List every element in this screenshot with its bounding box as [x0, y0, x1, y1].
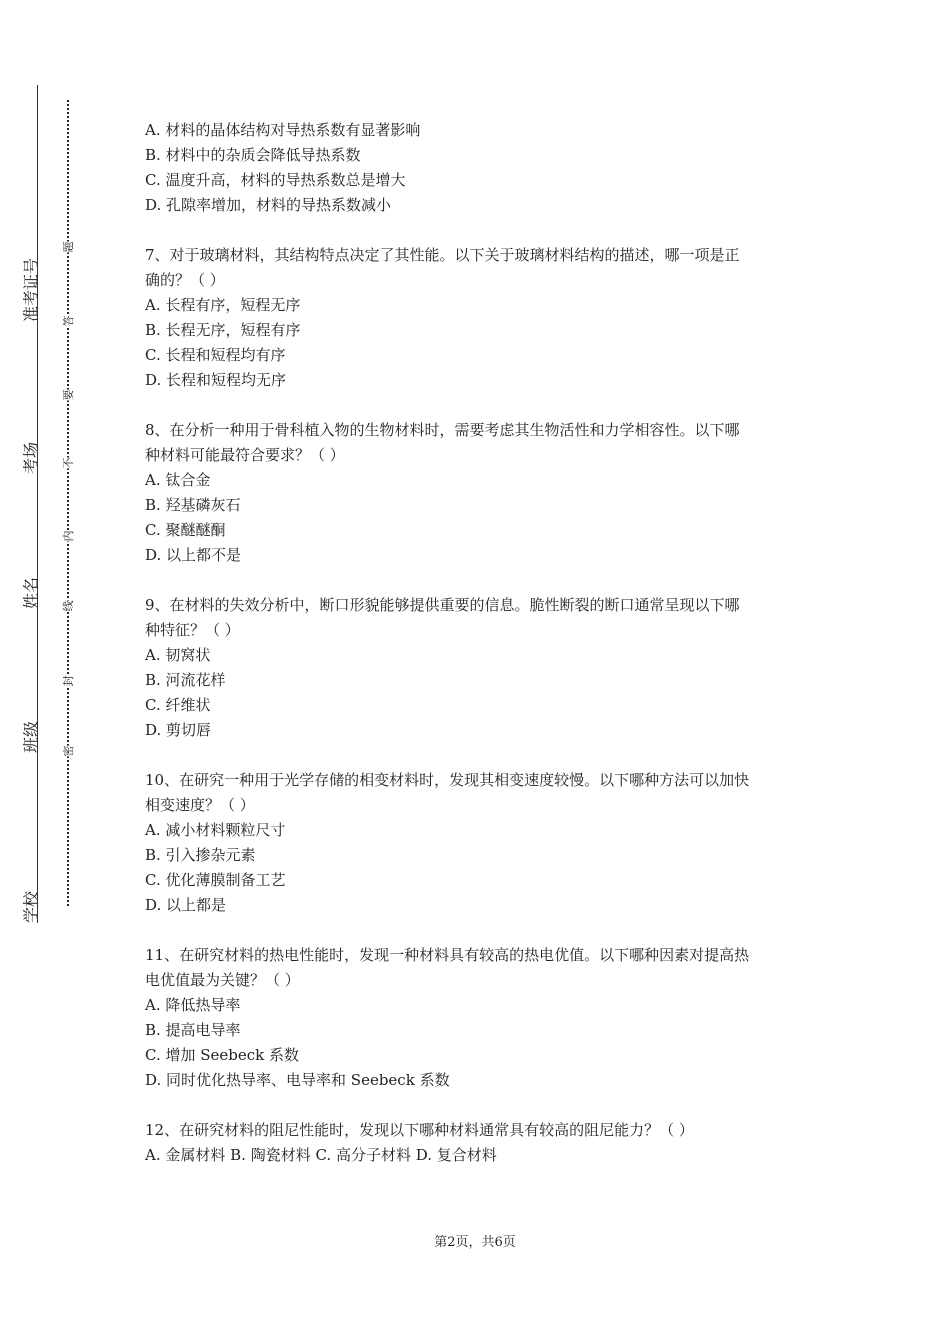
name-label: 姓名 [21, 576, 41, 610]
seal-char: 不 [58, 458, 78, 469]
seal-char: 要 [58, 390, 78, 401]
answer-option: A. 材料的晶体结构对导热系数有显著影响 [145, 121, 421, 139]
question-stem: 7、对于玻璃材料，其结构特点决定了其性能。以下关于玻璃材料结构的描述，哪一项是正 [145, 246, 740, 264]
class-label: 班级 [21, 720, 41, 754]
answer-option: C. 增加 Seebeck 系数 [145, 1046, 300, 1064]
page-footer: 第2页，共6页 [434, 1235, 516, 1250]
answer-option: C. 纤维状 [145, 696, 211, 714]
question-stem: 9、在材料的失效分析中，断口形貌能够提供重要的信息。脆性断裂的断口通常呈现以下哪 [145, 596, 740, 614]
seal-char: 密 [58, 746, 78, 757]
question-block [145, 243, 825, 393]
answer-option: B. 羟基磷灰石 [145, 496, 241, 514]
answer-option: B. 河流花样 [145, 671, 226, 689]
question-block [145, 768, 825, 918]
answer-option: A. 降低热导率 [145, 996, 241, 1014]
question-block [145, 943, 825, 1093]
answer-option: A. 长程有序，短程无序 [145, 296, 301, 314]
school-label: 学校 [21, 890, 41, 924]
answer-option: B. 长程无序，短程有序 [145, 321, 301, 339]
answer-option: A. 韧窝状 [145, 646, 211, 664]
answer-option: D. 以上都是 [145, 896, 227, 914]
question-stem: 12、在研究材料的阻尼性能时，发现以下哪种材料通常具有较高的阻尼能力？（ ） [145, 1121, 694, 1139]
question-stem: 8、在分析一种用于骨科植入物的生物材料时，需要考虑其生物活性和力学相容性。以下哪 [145, 421, 740, 439]
seal-char: 封 [58, 676, 78, 687]
question-stem: 11、在研究材料的热电性能时，发现一种材料具有较高的热电优值。以下哪种因素对提高热 [145, 946, 750, 964]
seal-char: 内 [58, 531, 78, 542]
question-stem: 种特征？（ ） [145, 621, 240, 639]
question-list [145, 118, 825, 1193]
answer-option: B. 材料中的杂质会降低导热系数 [145, 146, 361, 164]
answer-option: A. 钛合金 [145, 471, 211, 489]
question-stem: 10、在研究一种用于光学存储的相变材料时，发现其相变速度较慢。以下哪种方法可以加快 [145, 771, 750, 789]
answer-option: C. 优化薄膜制备工艺 [145, 871, 286, 889]
answer-option: A. 金属材料 B. 陶瓷材料 C. 高分子材料 D. 复合材料 [145, 1146, 497, 1164]
exam-room-label: 考场 [21, 441, 41, 475]
question-stem: 电优值最为关键？（ ） [145, 971, 300, 989]
exam-id-label: 准考证号 [21, 257, 41, 323]
answer-option: B. 提高电导率 [145, 1021, 241, 1039]
binding-solid-line [37, 85, 38, 923]
question-stem: 种材料可能最符合要求？（ ） [145, 446, 345, 464]
question-stem: 确的？（ ） [145, 271, 225, 289]
question-block [145, 418, 825, 568]
answer-option: D. 剪切唇 [145, 721, 212, 739]
seal-char: 答 [58, 316, 78, 327]
answer-option: D. 同时优化热导率、电导率和 Seebeck 系数 [145, 1071, 450, 1089]
binding-dotted-line [67, 100, 69, 906]
question-block [145, 593, 825, 743]
answer-option: C. 长程和短程均有序 [145, 346, 286, 364]
answer-option: D. 长程和短程均无序 [145, 371, 287, 389]
question-block [145, 1118, 825, 1168]
answer-option: C. 温度升高，材料的导热系数总是增大 [145, 171, 406, 189]
answer-option: C. 聚醚醚酮 [145, 521, 226, 539]
answer-option: D. 以上都不是 [145, 546, 242, 564]
answer-option: B. 引入掺杂元素 [145, 846, 256, 864]
question-stem: 相变速度？（ ） [145, 796, 255, 814]
question-block [145, 118, 825, 218]
answer-option: D. 孔隙率增加，材料的导热系数减小 [145, 196, 392, 214]
seal-char: 线 [58, 601, 78, 612]
seal-char: 题 [58, 242, 78, 253]
answer-option: A. 减小材料颗粒尺寸 [145, 821, 286, 839]
